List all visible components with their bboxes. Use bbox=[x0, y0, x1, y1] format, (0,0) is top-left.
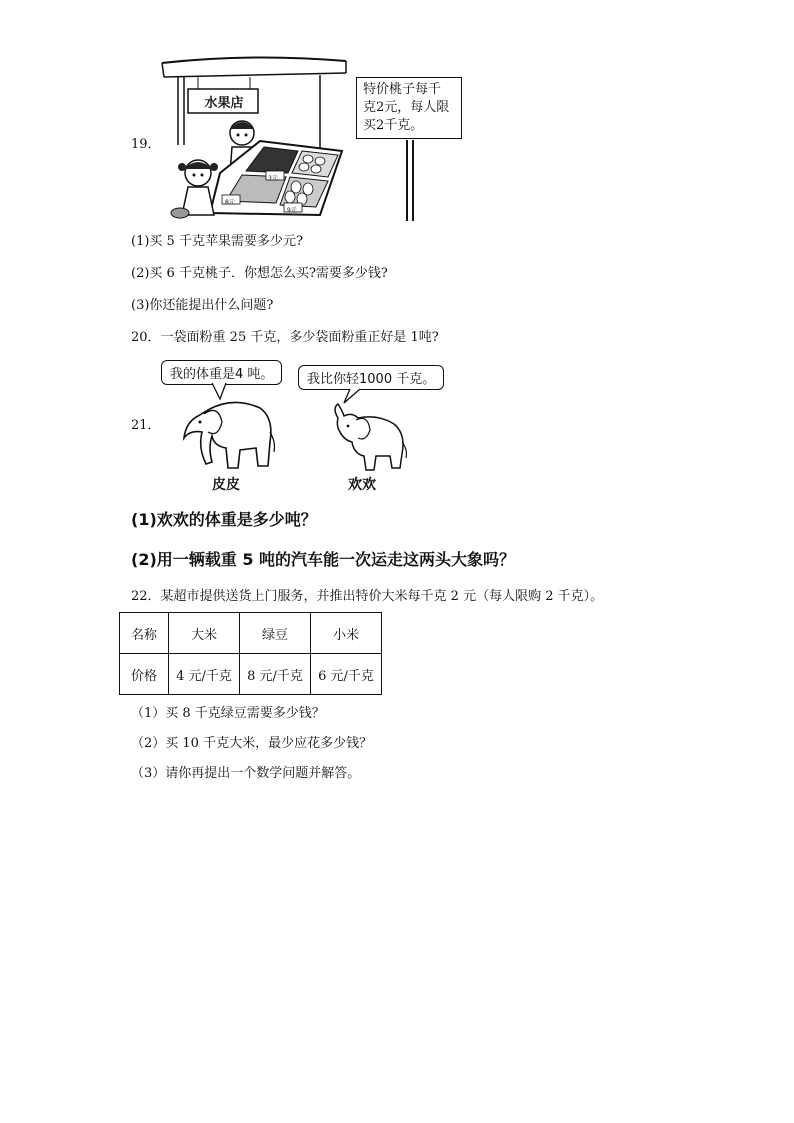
table-header-cell: 名称 bbox=[120, 613, 169, 654]
notice-line-3: 买2千克。 bbox=[363, 118, 424, 133]
table-cell: 价格 bbox=[120, 654, 169, 695]
q22-sub-3: （3）请你再提出一个数学问题并解答。 bbox=[131, 766, 361, 781]
speech-bubble-pipi: 我的体重是4 吨。 bbox=[161, 360, 282, 385]
price-tag-0: 8元 bbox=[225, 199, 235, 206]
q22-sub-2: （2）买 10 千克大米，最少应花多少钱？ bbox=[131, 736, 373, 751]
table-cell: 8 元/千克 bbox=[240, 654, 311, 695]
peach-notice-board bbox=[356, 77, 462, 139]
elephant-name-huanhuan: 欢欢 bbox=[348, 477, 376, 493]
table-row bbox=[120, 613, 382, 654]
elephant-huanhuan-icon bbox=[326, 402, 412, 474]
q20-text: 20．一袋面粉重 25 千克，多少袋面粉重正好是 1吨? bbox=[131, 330, 439, 345]
notice-line-2: 克2元，每人限 bbox=[363, 100, 450, 115]
fruit-shop-illustration bbox=[160, 55, 350, 225]
q19-sub-2: (2)买 6 千克桃子．你想怎么买?需要多少钱? bbox=[131, 266, 388, 281]
q19-sub-1: (1)买 5 千克苹果需要多少元? bbox=[131, 234, 303, 249]
elephant-name-pipi: 皮皮 bbox=[212, 477, 240, 493]
table-cell: 4 元/千克 bbox=[169, 654, 240, 695]
q22-sub-1: （1）买 8 千克绿豆需要多少钱？ bbox=[131, 706, 325, 721]
q21-number: 21． bbox=[131, 418, 161, 433]
speech-bubble-huanhuan: 我比你轻1000 千克。 bbox=[298, 365, 444, 390]
price-tag-1: 3元 bbox=[268, 175, 278, 182]
q22-text: 22．某超市提供送货上门服务，并推出特价大米每千克 2 元（每人限购 2 千克）。 bbox=[131, 589, 604, 604]
notice-line-1: 特价桃子每千 bbox=[363, 82, 442, 97]
q19-sub-3: (3)你还能提出什么问题? bbox=[131, 298, 274, 313]
notice-post-left bbox=[406, 140, 408, 221]
q21-sub-1: (1)欢欢的体重是多少吨？ bbox=[131, 510, 317, 529]
price-table bbox=[119, 612, 382, 695]
price-tag-2: 9元 bbox=[287, 207, 297, 214]
shop-sign-label: 水果店 bbox=[204, 96, 244, 111]
table-cell: 6 元/千克 bbox=[311, 654, 382, 695]
q21-sub-2: (2)用一辆载重 5 吨的汽车能一次运走这两头大象吗？ bbox=[131, 550, 516, 569]
table-header-cell: 小米 bbox=[311, 613, 382, 654]
table-header-cell: 绿豆 bbox=[240, 613, 311, 654]
notice-post-right bbox=[412, 140, 414, 221]
elephant-pipi-icon bbox=[178, 392, 278, 472]
q19-number: 19． bbox=[131, 137, 161, 152]
table-header-cell: 大米 bbox=[169, 613, 240, 654]
table-row bbox=[120, 654, 382, 695]
